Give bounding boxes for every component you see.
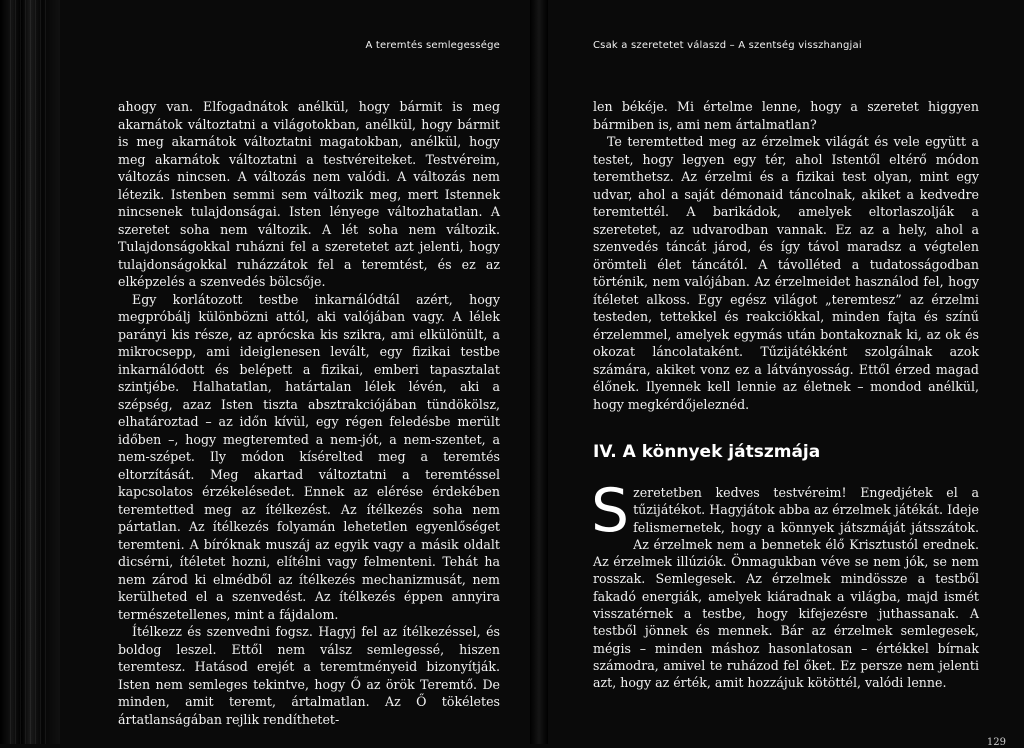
paragraph-1: ahogy van. Elfogadnátok anélkül, hogy bármit is meg akarnátok változtatni a világotokban, anélkül, hogy bármit is meg akarnátok változtatni magatokban, anélkül, hogy meg akarnátok változtatni a testvéreiteket. Testvéreim, változás nincsen. A változás nem valódi. A változás nem létezik. Istenben semmi sem változik meg, mert Istennek nincsenek tulajdonságai. Isten lényege változhatatlan. A szeretet soha nem változik. A lét soha nem változik. Tulajdonságokkal ruházni fel a szeretetet azt jelenti, hogy tulajdonságokkal ruházzátok fel a teremtést, és ez az elképzelés a szenvedés bölcsője. [118, 99, 500, 289]
paragraph-2: Te teremtetted meg az érzelmek világát és vele együtt a testet, hogy legyen egy tér, ahol Istentől eltérő módon teremthetsz. Az érzelmi és a fizikai test olyan, mint egy udvar, ahol a saját démonaid táncolnak, akiket a kedvedre teremtettél. A barikádok, amelyek eltorlaszolják a szeretetet, az udvarodban vannak. Ez az a hely, ahol a szenvedés táncát járod, és így távol maradsz a végtelen örömteli élet táncától. A távolléted a tudatosságodban történik, nem valójában. Az érzelmeidet használod fel, hogy ítéletet alkoss. Egy egész világot „teremtesz” az érzelmi testeden, tettekkel és reakciókkal, minden fajta és színű érzelemmel, amelyek egymás után bontakoznak ki, az ok és okozat láncolataként. Tűzijátékként szolgálnak azok számára, akiket vonz ez a látványosság. Ettől érzed magad élőnek. Ilyennek kell lennie az életnek – mondod anélkül, hogy megkérdőjeleznéd. [593, 134, 979, 412]
chapter-title: IV. A könnyek játszmája [593, 442, 821, 462]
chapter-paragraph: zeretetben kedves testvéreim! Engedjétek el a tűzijátékot. Hagyjátok abba az érzelmek játékát. Ideje felismernetek, hogy a könnyek játszmáját játsszátok. Az érzelmek nem a bennetek élő Krisztustól erednek. Az érzelmek illúziók. Önmagukban véve se nem jók, se nem rosszak. Semlegesek. Az érzelmek mindössze a testből fakadó energiák, amelyek kiáradnak a világba, majd ismét visszatérnek a testbe, hogy kifejezésre juthassanak. A testből jönnek és mennek. Bár az érzelmek semlegesek, mégis – minden máshoz hasonlatosan – értékkel bírnak számodra, amivel te ruházod fel őket. Ez persze nem jelenti azt, hogy az érték, amit hozzájuk kötöttél, valódi lenne. [593, 485, 979, 691]
running-head-right: Csak a szeretetet válaszd – A szentség visszhangjai [593, 40, 862, 51]
book-edge-left [0, 0, 60, 744]
drop-cap: S [591, 476, 630, 546]
right-page [548, 0, 1024, 748]
paragraph-1: len békéje. Mi értelme lenne, hogy a szeretet higgyen bármiben is, ami nem ártalmatlan? [593, 99, 979, 132]
running-head-left: A teremtés semlegessége [365, 40, 500, 51]
right-page-body [593, 98, 979, 413]
paragraph-3: Ítélkezz és szenvedni fogsz. Hagyj fel az ítélkezéssel, és boldog leszel. Ettől nem válsz semlegessé, hiszen teremtesz. Hatásod erejét a teremtményeid bizonyítják. Isten nem semleges tekintve, hogy Ő az örök Teremtő. De minden, amit teremt, ártalmatlan. Az Ő tökéletes ártatlanságában rejlik rendíthetet- [118, 624, 500, 727]
page-number: 129 [986, 737, 1006, 748]
left-page-body [118, 98, 500, 728]
book-gutter [530, 0, 548, 744]
paragraph-2: Egy korlátozott testbe inkarnálódtál azért, hogy megpróbálj különbözni attól, aki valójában vagy. A lélek parányi kis része, az aprócska kis szikra, ami elkülönült, a mikrocsepp, ami ideiglenesen levált, egy fizikai testbe inkarnálódott és belépett a fizikai, emberi tapasztalat szintjébe. Halhatatlan, határtalan lélek lévén, aki a szépség, azaz Isten tiszta absztrakciójában tündökölsz, elhatároztad – az időn kívül, egy régen feledésbe merült időben –, hogy megteremted a nem-jót, a nem-szentet, a nem-szépet. Ily módon kísérelted meg a teremtés eltorzítását. Meg akartad változtatni a teremtéssel kapcsolatos érzékelésedet. Ennek az elérése érdekében teremtetted meg az ítélkezést. Az ítélkezés soha nem pártatlan. Az ítélkezés folyamán lehetetlen egyenlőséget teremteni. A bíróknak muszáj az egyik vagy a másik oldalt dicsérni, ítéletet hozni, elítélni vagy felmenteni. Tehát ha nem zárod ki elmédből az ítélkezés mechanizmusát, nem kerülheted el a szenvedést. Az ítélkezés éppen annyira természetellenes, mint a fájdalom. [118, 291, 500, 622]
left-page [60, 0, 530, 744]
chapter-body [591, 476, 979, 692]
